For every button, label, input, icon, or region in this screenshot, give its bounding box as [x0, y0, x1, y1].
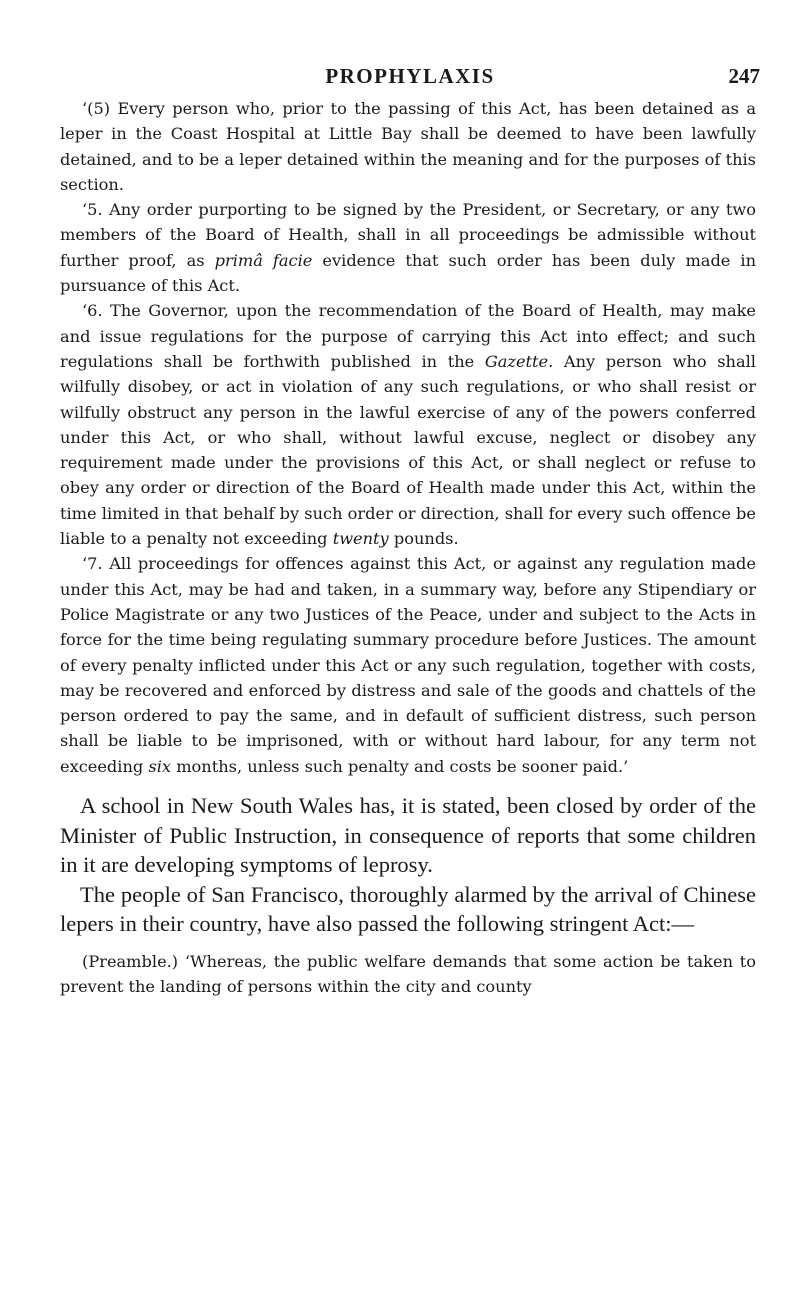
italic-phrase: six [148, 756, 172, 776]
paragraph-text: pounds. [388, 529, 459, 549]
page-number: 247 [728, 64, 760, 88]
paragraph-clause-6 [60, 298, 756, 551]
paragraph-clause-5 [60, 197, 756, 298]
page-header [60, 64, 760, 94]
page-body [60, 96, 756, 999]
running-head: PROPHYLAXIS [325, 64, 495, 88]
paragraph-text: months, unless such penalty and costs be sooner paid.’ [171, 756, 629, 776]
paragraph-clause-7 [60, 551, 756, 779]
paragraph-preamble: (Preamble.) ‘Whereas, the public welfare demands that some action be taken to prevent the landing of persons within the city and county [60, 951, 756, 996]
paragraph-text: ‘7. All proceedings for offences against this Act, or against any regulation made under this Act, may be had and taken, in a summary way, before any Stipendiary or Police Magistrate or any two Justices of the Peace, under and subject to the Acts in force for the time being regulating summary procedure before Justices. The amount of every penalty inflicted under this Act or any such regulation, together with costs, may be recovered and enforced by distress and sale of the goods and chattels of the person ordered to pay the same, and in default of sufficient distress, such person shall be liable to be imprisoned, with or without hard labour, for any term not exceeding [60, 554, 756, 776]
italic-phrase: primâ facie [214, 250, 313, 270]
paragraph-nsw-school: A school in New South Wales has, it is stated, been closed by order of the Minister of Public Instruction, in consequence of reports that some children in it are developing symptoms of leprosy. [60, 793, 756, 878]
italic-phrase: twenty [332, 529, 389, 549]
paragraph-text: ‘5. Any order purporting to be signed by the President, or Secretary, or any two members of the Board of Health, shall in all proceedings be admissible without further proof, as [60, 200, 756, 270]
paragraph-text: Any person who shall wilfully disobey, or act in violation of any such regulations, or who shall resist or wilfully obstruct any person in the lawful exercise of any of the powers conferred under this Act, or who shall, without lawful excuse, neglect or disobey any requirement made under the provisions of this Act, or shall neglect or refuse to obey any order or direction of the Board of Health made under this Act, within the time limited in that behalf by such order or direction, shall for every such offence be liable to a penalty not exceeding [60, 351, 756, 549]
paragraph-section-5 [60, 96, 756, 197]
paragraph-san-francisco: The people of San Francisco, thoroughly alarmed by the arrival of Chinese lepers in their country, have also passed the following stringent Act:— [60, 881, 756, 937]
italic-phrase: Gazette. [484, 351, 554, 371]
paragraph-text: ‘(5) Every person who, prior to the passing of this Act, has been detained as a leper in the Coast Hospital at Little Bay shall be deemed to have been lawfully detained, and to be a leper detained within the meaning and for the purposes of this section. [60, 99, 756, 194]
paragraph-text: evidence that such order has been duly made in pursuance of this Act. [60, 250, 757, 296]
paragraph-text: ‘6. The Governor, upon the recommendation of the Board of Health, may make and issue regulations for the purpose of carrying this Act into effect; and such regulations shall be forthwith published in the [60, 301, 756, 371]
